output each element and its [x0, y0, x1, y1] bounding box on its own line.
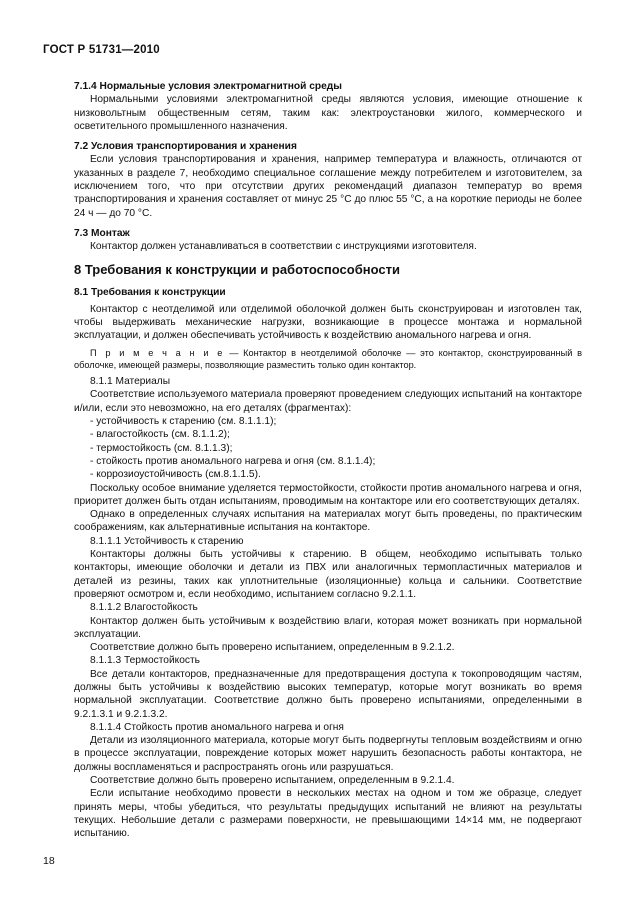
list-item: - термостойкость (см. 8.1.1.3); [90, 442, 233, 454]
list-item: - коррозиоустойчивость (см.8.1.1.5). [90, 469, 261, 481]
section-8-1-1-2-text: Контактор должен быть устойчивым к воздействию влаги, которая может возникать при нормальной эксплуатации. [74, 615, 582, 640]
section-7-3-title: 7.3 Монтаж [74, 227, 130, 239]
section-8-1-1-intro: Соответствие используемого материала проверяют проведением следующих испытаний на контакторе и/или, если это невозможно, на его деталях (фрагментах): [74, 389, 582, 414]
list-item: - влагостойкость (см. 8.1.1.2); [90, 429, 230, 441]
section-7-2-title: 7.2 Условия транспортирования и хранения [74, 141, 297, 153]
document-header: ГОСТ Р 51731—2010 [43, 44, 160, 56]
list-item: - стойкость против аномального нагрева и огня (см. 8.1.1.4); [90, 455, 376, 467]
document-body [74, 80, 582, 841]
section-8-title: 8 Требования к конструкции и работоспособности [74, 261, 400, 277]
section-8-1-1-4-text-2: Соответствие должно быть проверено испытанием, определенным в 9.2.1.4. [90, 775, 455, 787]
section-8-1-1-1-title: 8.1.1.1 Устойчивость к старению [90, 535, 244, 547]
page-number: 18 [43, 855, 55, 867]
section-8-1-1-1-text: Контакторы должны быть устойчивы к старению. В общем, необходимо испытывать только контакторы, имеющие оболочки и детали из ПВХ или аналогичных термопластичных материалов и деталей из резины, таких как уплотнительные (изоляционные) кольца и сальники. Соответствие проверяют осмотром и, если необходимо, испытанием согласно 9.2.1.1. [74, 549, 582, 600]
section-8-1-1-paragraph-3: Однако в определенных случаях испытания на материалах могут быть проведены, по практическим соображениям, как альтернативные испытания на контакторе. [74, 509, 582, 534]
section-8-1-1-2-title: 8.1.1.2 Влагостойкость [90, 602, 198, 614]
section-8-1-title: 8.1 Требования к конструкции [74, 286, 226, 298]
list-item: - устойчивость к старению (см. 8.1.1.1); [90, 416, 277, 428]
section-8-1-1-3-text: Все детали контакторов, предназначенные для предотвращения доступа к токопроводящим частям, должны быть устойчивы к воздействию высоких температур, которые могут возникать во время нормальной эксплуатации. Соответствие должно быть проверено испытаниями, определенными в 9.2.1.3.1 и 9.2.1.3.2. [74, 668, 582, 720]
section-8-1-text: Контактор с неотделимой или отделимой оболочкой должен быть сконструирован и изготовлен так, чтобы выдерживать механические нагрузки, возникающие в процессе монтажа и нормальной эксплуатации, и должен обеспечивать устойчивость к воздействию аномального нагрева и огня. [74, 303, 582, 342]
section-8-1-1-4-text-3: Если испытание необходимо провести в нескольких местах на одном и том же образце, следует принять меры, чтобы убедиться, что результаты предыдущих испытаний не влияют на результаты текущих. Небольшие детали с размерами поверхности, не превышающими 14×14 мм, не подвергают испытанию. [74, 788, 582, 840]
section-7-3-text: Контактор должен устанавливаться в соответствии с инструкциями изготовителя. [90, 241, 477, 253]
section-8-1-1-4-title: 8.1.1.4 Стойкость против аномального нагрева и огня [90, 721, 344, 733]
section-8-1-1-4-text: Детали из изоляционного материала, которые могут быть подвергнуты тепловым воздействиям и огню в процессе эксплуатации, повреждение которых может нарушить безопасность работы контактора, не должны воспламеняться и распространять огонь или разрушаться. [74, 735, 582, 773]
section-8-1-1-paragraph-2: Поскольку особое внимание уделяется термостойкости, стойкости против аномального нагрева и огня, приоритет должен быть отдан испытаниям, проводимым на контакторе или его соответствующих деталях. [74, 482, 582, 507]
section-7-2-text: Если условия транспортирования и хранения, например температура и влажность, отличаются от указанных в разделе 7, необходимо специальное соглашение между потребителем и изготовителем, за исключением того, что при отсутствии других рекомендаций диапазон температур во время транспортирования и хранения составляет от минус 25 °С до плюс 55 °С, а на короткие периоды не более 24 ч — до 70 °С. [74, 154, 582, 219]
section-8-1-1-2-text-2: Соответствие должно быть проверено испытанием, определенным в 9.2.1.2. [90, 642, 455, 654]
section-7-1-4-title: 7.1.4 Нормальные условия электромагнитной среды [74, 81, 342, 92]
note-text: — Контактор в неотделимой оболочке — это контактор, сконструированный в оболочке, имеющей размеры, позволяющие разместить только один контактор. [74, 347, 582, 370]
note-label: П р и м е ч а н и е [90, 347, 225, 358]
note-paragraph [74, 347, 582, 371]
section-8-1-1-3-title: 8.1.1.3 Термостойкость [90, 655, 200, 667]
section-7-1-4-text: Нормальными условиями электромагнитной среды являются условия, имеющие отношение к низковольтным общественным сетям, таким как: электроустановки жилого, коммерческого и осветительного промышленного назначения. [74, 94, 582, 132]
section-8-1-1-title: 8.1.1 Материалы [90, 376, 171, 388]
test-list [74, 415, 582, 481]
